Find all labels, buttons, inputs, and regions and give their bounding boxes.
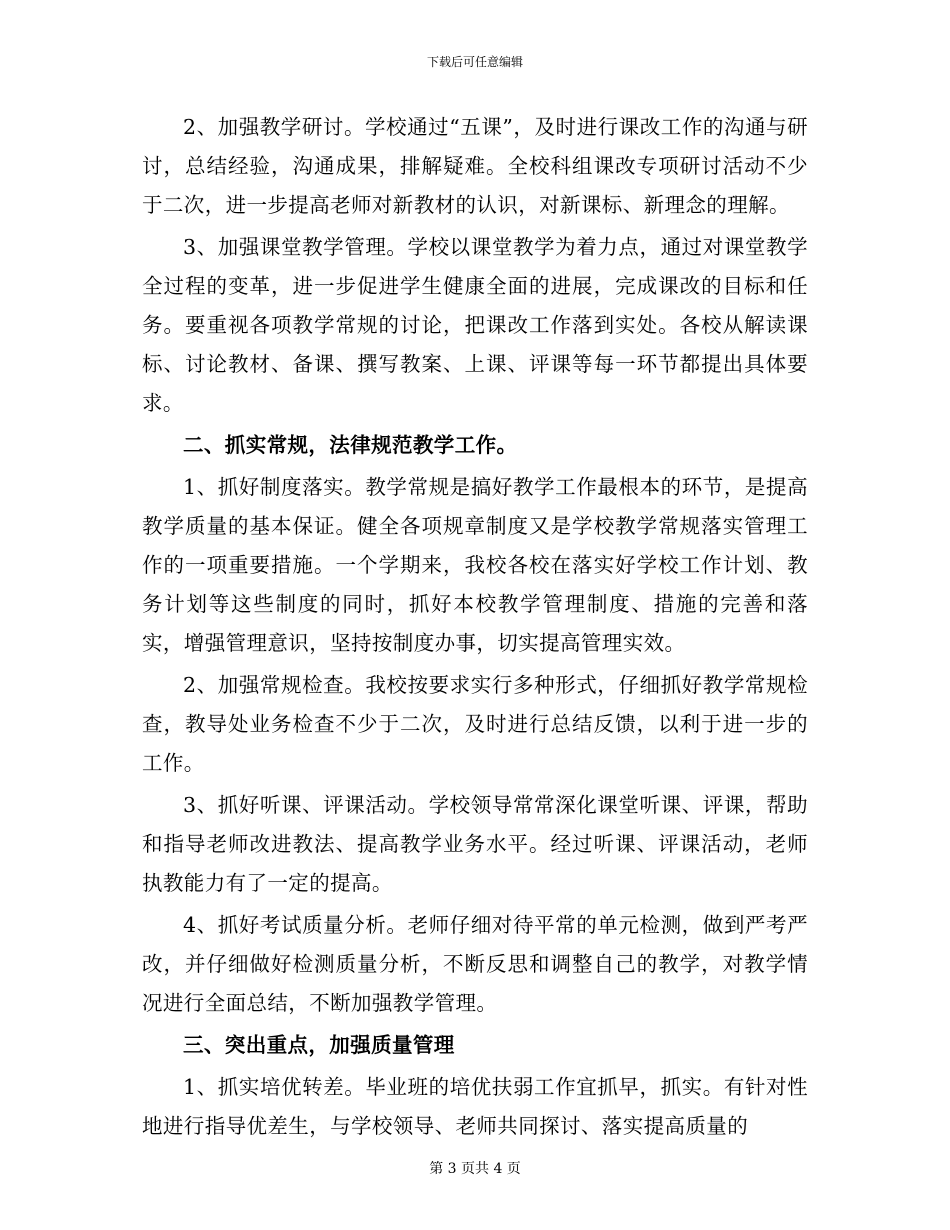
paragraph-exam-analysis: 4、抓好考试质量分析。老师仔细对待平常的单元检测，做到严考严改，并仔细做好检测质量分析，不断反思和调整自己的教学，对教学情况进行全面总结，不断加强教学管理。: [142, 913, 808, 1015]
page-footer: 第 3 页共 4 页: [429, 1161, 521, 1177]
paragraph-student-support: 1、抓实培优转差。毕业班的培优扶弱工作宜抓早，抓实。有针对性地进行指导优差生，与学校领导、老师共同探讨、落实提高质量的: [142, 1075, 808, 1138]
page-header: 下载后可任意编辑: [426, 55, 523, 69]
paragraph-lesson-observation: 3、抓好听课、评课活动。学校领导常常深化课堂听课、评课，帮助和指导老师改进教法、提高教学业务水平。经过听课、评课活动，老师执教能力有了一定的提高。: [142, 793, 808, 895]
document-body: [142, 108, 808, 1146]
paragraph-system-implementation: 1、抓好制度落实。教学常规是搞好教学工作最根本的环节，是提高教学质量的基本保证。健全各项规章制度又是学校教学常规落实管理工作的一项重要措施。一个学期来，我校各校在落实好学校工作计划、教务计划等这些制度的同时，抓好本校教学管理制度、措施的完善和落实，增强管理意识，坚持按制度办事，切实提高管理实效。: [142, 475, 808, 655]
section-heading-quality: 三、突出重点，加强质量管理: [183, 1033, 455, 1057]
paragraph-routine-inspection: 2、加强常规检查。我校按要求实行多种形式，仔细抓好教学常规检查，教导处业务检查不少于二次，及时进行总结反馈，以利于进一步的工作。: [142, 673, 808, 775]
paragraph-classroom-management: 3、加强课堂教学管理。学校以课堂教学为着力点，通过对课堂教学全过程的变革，进一步促进学生健康全面的进展，完成课改的目标和任务。要重视各项教学常规的讨论，把课改工作落到实处。各校从解读课标、讨论教材、备课、撰写教案、上课、评课等每一环节都提出具体要求。: [142, 235, 808, 415]
paragraph-teaching-research: 2、加强教学研讨。学校通过“五课”，及时进行课改工作的沟通与研讨，总结经验，沟通成果，排解疑难。全校科组课改专项研讨活动不少于二次，进一步提高老师对新教材的认识，对新课标、新理念的理解。: [142, 115, 808, 217]
section-heading-routine: 二、抓实常规，法律规范教学工作。: [183, 433, 518, 457]
